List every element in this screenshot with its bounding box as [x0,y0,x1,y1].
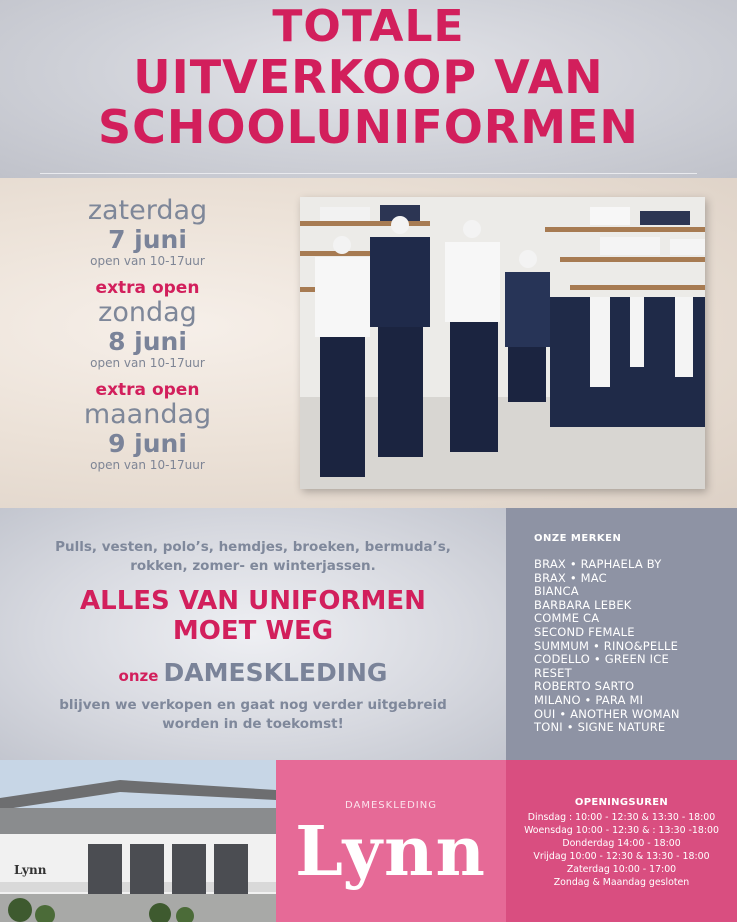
day-name: maandag [83,399,212,430]
brand-item: BIANCA [534,584,579,599]
date-block-sunday [40,278,255,370]
womenswear-heading [10,658,496,687]
womenswear-word: DAMESKLEDING [163,658,388,687]
product-list-text [20,538,486,576]
brands-panel [506,508,737,760]
slogan-line: ALLES VAN UNIFORMEN [80,586,426,616]
store-interior-illustration [300,197,705,489]
brand-item: BRAX • MAC [534,570,607,585]
day-hours: open van 10-17uur [90,254,205,268]
womenswear-line: blijven we verkopen en gaat nog verder uitgebreid [59,697,447,713]
brand-item: TONI • SIGNE NATURE [534,720,666,735]
day-date: 8 juni [108,327,187,356]
opening-hours-line: Zondag & Maandag gesloten [553,877,690,888]
brand-item: MILANO • PARA MI [534,692,644,707]
shop-sign: Lynn [14,863,47,877]
opening-hours-line: Woensdag 10:00 - 12:30 & : 13:30 -18:00 [524,825,719,836]
brand-item: SUMMUM • RINO&PELLE [534,638,679,653]
shop-exterior-photo [0,760,276,922]
brand-item: BRAX • RAPHAELA BY [534,557,662,571]
logo-name: Lynn [295,812,487,892]
opening-hours-line: Vrijdag 10:00 - 12:30 & 13:30 - 18:00 [533,851,710,862]
extra-open-label: extra open [95,278,200,298]
opening-hours-line: Donderdag 14:00 - 18:00 [562,838,681,849]
womenswear-prefix: onze [118,667,159,685]
header-divider [40,173,697,174]
day-hours: open van 10-17uur [90,458,205,472]
womenswear-text [20,696,486,734]
headline-line-1: TOTALE [272,1,465,52]
brand-item: OUI • ANOTHER WOMAN [534,706,680,721]
slogan-line: MOET WEG [172,616,334,646]
clearance-info [0,508,506,760]
dates-band [0,178,737,508]
slogan [10,586,496,646]
day-date: 9 juni [108,429,187,458]
day-name: zaterdag [87,195,208,226]
header [0,0,737,178]
date-block-monday [40,380,255,472]
opening-hours-line: Dinsdag : 10:00 - 12:30 & 13:30 - 18:00 [527,812,716,823]
headline-line-2: UITVERKOOP VAN [133,50,604,104]
headline-line-3: SCHOOLUNIFORMEN [98,100,639,154]
brand-item: CODELLO • GREEN ICE [534,652,669,667]
brands-title: ONZE MERKEN [534,533,622,544]
product-list-line: Pulls, vesten, polo’s, hemdjes, broeken, bermuda’s, [55,539,451,555]
day-hours: open van 10-17uur [90,356,205,370]
extra-open-label: extra open [95,380,200,400]
brand-logo [276,760,506,922]
brand-item: COMME CA [534,611,600,626]
brand-item: ROBERTO SARTO [534,679,635,694]
date-block-saturday [40,196,255,268]
sale-dates [40,196,255,472]
day-date: 7 juni [108,225,187,254]
womenswear-line: worden in de toekomst! [162,716,344,732]
product-list-line: rokken, zomer- en winterjassen. [130,558,376,574]
brand-item: SECOND FEMALE [534,624,635,639]
opening-hours-title: OPENINGSUREN [574,797,669,808]
opening-hours-line: Zaterdag 10:00 - 17:00 [566,864,677,875]
day-name: zondag [98,297,197,328]
brand-item: RESET [534,665,572,680]
opening-hours [506,760,737,922]
shop-exterior-illustration [0,760,276,922]
logo-subtitle: DAMESKLEDING [345,800,437,811]
brand-item: BARBARA LEBEK [534,597,632,612]
store-interior-photo [300,197,705,489]
